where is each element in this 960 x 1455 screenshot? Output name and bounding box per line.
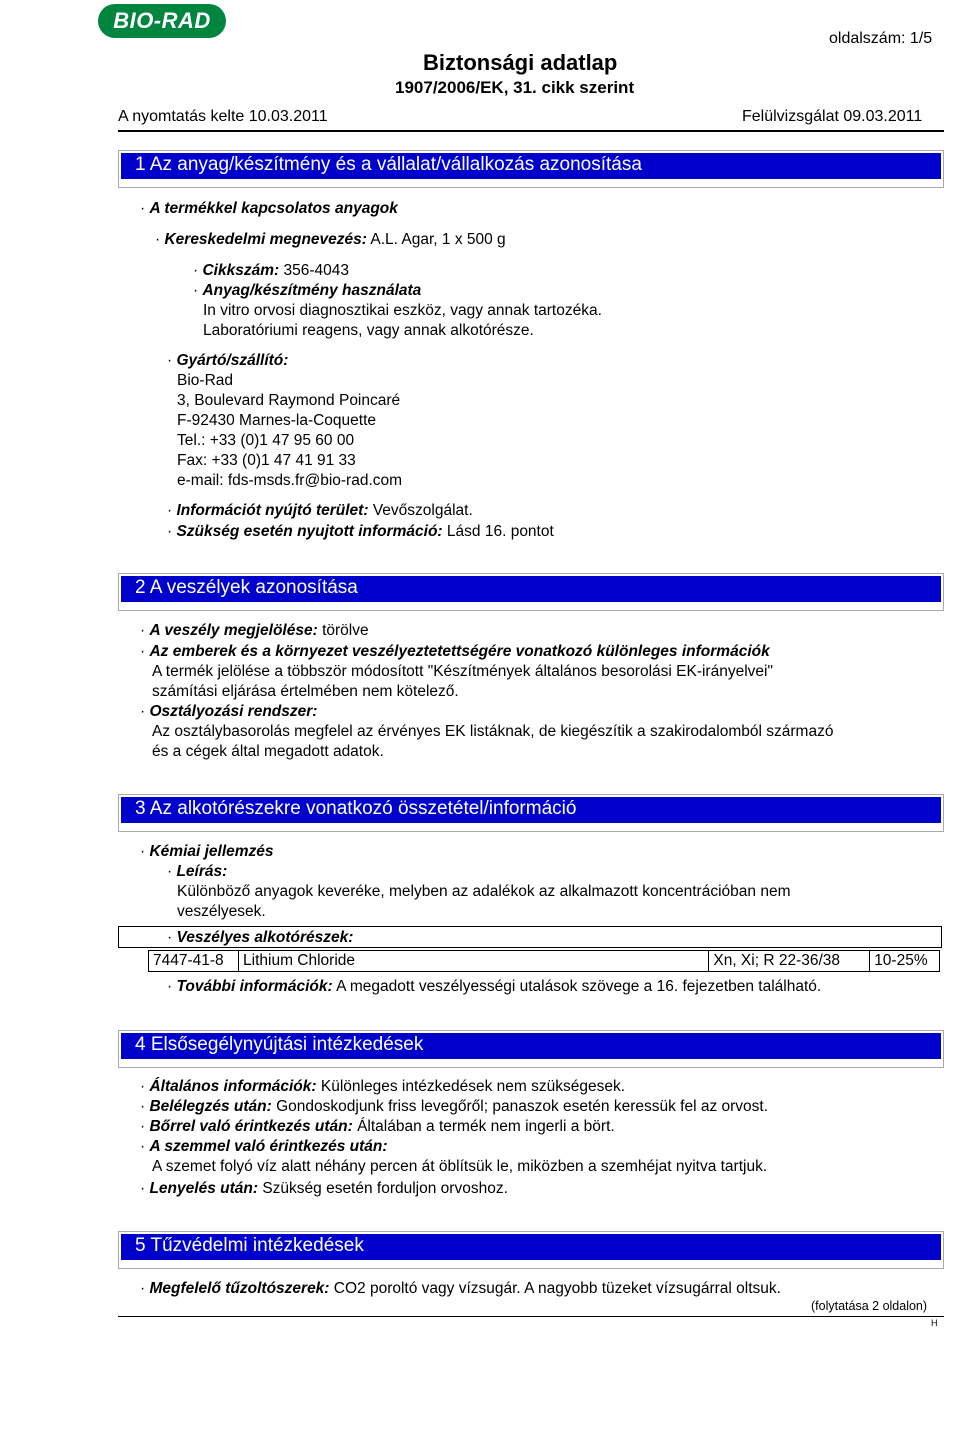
- name-cell: Lithium Chloride: [239, 951, 709, 972]
- related-substances: · A termékkel kapcsolatos anyagok: [140, 200, 398, 217]
- after-skin-contact: · Bőrrel való érintkezés után: Általában a termék nem ingerli a bört.: [140, 1118, 615, 1135]
- after-inhalation: · Belélegzés után: Gondoskodjunk friss levegőről; panaszok esetén keressük fel az orvost.: [140, 1098, 769, 1115]
- general-info: · Általános információk: Különleges intézkedések nem szükségesek.: [140, 1078, 626, 1095]
- print-date: A nyomtatás kelte 10.03.2011: [118, 108, 328, 125]
- components-table: [148, 950, 940, 972]
- section-4-header: [118, 1030, 944, 1068]
- after-eye-contact-label: · A szemmel való érintkezés után:: [140, 1138, 388, 1155]
- continued-note: (folytatása 2 oldalon): [811, 1299, 928, 1313]
- further-info: · További információk: A megadott veszélyességi utalások szövege a 16. fejezetben található.: [167, 978, 822, 995]
- section-2-header: [118, 573, 944, 611]
- section-1-title: 1 Az anyag/készítmény és a vállalat/vállalkozás azonosítása: [135, 154, 642, 175]
- info-department: · Információt nyújtó terület: Vevőszolgálat.: [167, 502, 473, 519]
- bio-rad-logo: BIO-RAD: [98, 4, 226, 38]
- section-5-header: [118, 1231, 944, 1269]
- footer-rule: [118, 1316, 944, 1317]
- document-title: Biztonsági adatlap: [423, 50, 618, 75]
- description-line-1: Különböző anyagok keveréke, melyben az adalékok az alkalmazott koncentrációban nem: [177, 883, 791, 900]
- use-line-2: Laboratóriumi reagens, vagy annak alkotórésze.: [203, 322, 534, 339]
- emergency-info: · Szükség esetén nyujtott információ: Lásd 16. pontot: [167, 523, 554, 540]
- manufacturer-label: · Gyártó/szállító:: [167, 352, 289, 369]
- classification-label: · Osztályozási rendszer:: [140, 703, 318, 720]
- language-code: H: [931, 1318, 938, 1328]
- article-number: · Cikkszám: 356-4043: [193, 262, 349, 279]
- manufacturer-line: Bio-Rad: [177, 372, 233, 389]
- trade-name: · Kereskedelmi megnevezés: A.L. Agar, 1 x 500 g: [155, 231, 506, 248]
- concentration-cell: 10-25%: [870, 951, 940, 972]
- after-eye-contact-text: A szemet folyó víz alatt néhány percen át öblítsük le, miközben a szemhéjat nyitva tartjuk.: [152, 1158, 768, 1175]
- page-number: oldalszám: 1/5: [829, 30, 933, 47]
- revision-date: Felülvizsgálat 09.03.2011: [742, 108, 923, 125]
- after-swallowing: · Lenyelés után: Szükség esetén forduljon orvoshoz.: [140, 1180, 508, 1197]
- section-5-title: 5 Tűzvédelmi intézkedések: [135, 1235, 364, 1256]
- manufacturer-line: e-mail: fds-msds.fr@bio-rad.com: [177, 472, 403, 489]
- manufacturer-line: Tel.: +33 (0)1 47 95 60 00: [177, 432, 355, 449]
- hazard-designation: · A veszély megjelölése: törölve: [140, 622, 369, 639]
- classification-line-2: és a cégek által megadott adatok.: [152, 743, 384, 760]
- section-1-header: [118, 150, 944, 188]
- description-label: · Leírás:: [167, 863, 228, 880]
- special-hazards-line-2: számítási eljárása értelmében nem kötelező.: [152, 683, 459, 700]
- manufacturer-line: 3, Boulevard Raymond Poincaré: [177, 392, 401, 409]
- manufacturer-line: F-92430 Marnes-la-Coquette: [177, 412, 377, 429]
- description-line-2: veszélyesek.: [177, 903, 266, 920]
- section-3-title: 3 Az alkotórészekre vonatkozó összetétel/információ: [135, 798, 577, 819]
- hazardous-components-label: · Veszélyes alkotórészek:: [167, 929, 354, 946]
- section-3-header: [118, 794, 944, 832]
- classification-cell: Xn, Xi; R 22-36/38: [709, 951, 870, 972]
- special-hazards-line-1: A termék jelölése a többször módosított "Készítmények általános besorolási EK-irányelvei": [152, 663, 773, 680]
- chemical-characterization: · Kémiai jellemzés: [140, 843, 274, 860]
- extinguishing-media: · Megfelelő tűzoltószerek: CO2 poroltó vagy vízsugár. A nagyobb tüzeket vízsugárral oltsuk.: [140, 1280, 781, 1297]
- header-rule: [118, 130, 944, 132]
- use-label: · Anyag/készítmény használata: [193, 282, 422, 299]
- special-hazards-label: · Az emberek és a környezet veszélyeztetettségére vonatkozó különleges információk: [140, 643, 770, 660]
- manufacturer-line: Fax: +33 (0)1 47 41 91 33: [177, 452, 356, 469]
- section-2-title: 2 A veszélyek azonosítása: [135, 577, 358, 598]
- table-row: [149, 951, 940, 972]
- classification-line-1: Az osztálybasorolás megfelel az érvényes EK listáknak, de kiegészítik a szakirodalomból származó: [152, 723, 834, 740]
- cas-cell: 7447-41-8: [149, 951, 239, 972]
- document-subtitle: 1907/2006/EK, 31. cikk szerint: [395, 78, 635, 97]
- section-4-title: 4 Elsősegélynyújtási intézkedések: [135, 1034, 424, 1055]
- use-line-1: In vitro orvosi diagnosztikai eszköz, vagy annak tartozéka.: [203, 302, 602, 319]
